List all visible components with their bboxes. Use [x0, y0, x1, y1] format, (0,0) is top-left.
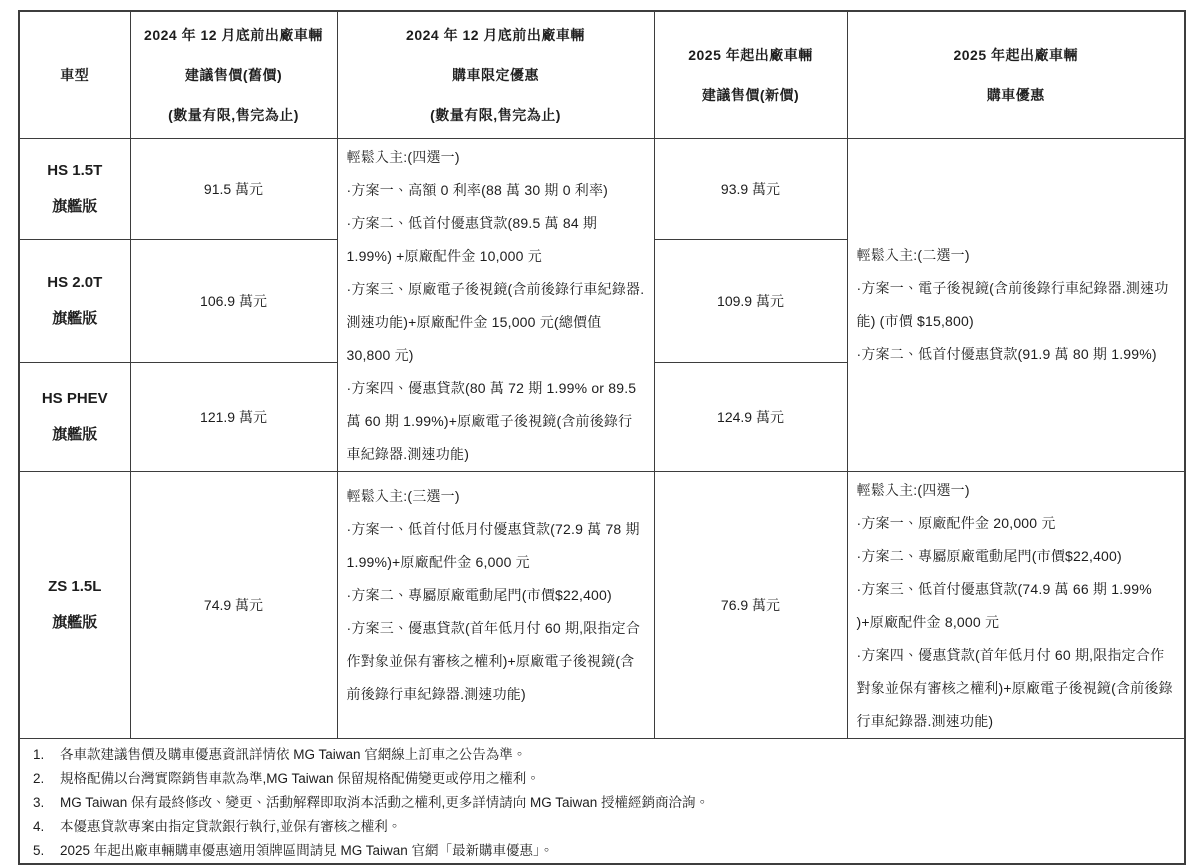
footnote-number: 5. — [33, 842, 45, 858]
header-old-offer-line3: (數量有限,售完為止) — [430, 106, 561, 123]
new-price-zs-15l: 76.9 萬元 — [654, 471, 847, 738]
new-price-hs-15t: 93.9 萬元 — [654, 138, 847, 239]
model-name: HS PHEV — [41, 389, 108, 407]
model-name: HS 1.5T — [47, 161, 103, 179]
header-new-offer — [847, 11, 1185, 138]
offer-title: 輕鬆入主:(三選一) — [346, 487, 460, 504]
footnote-4 — [30, 815, 1174, 839]
offer-plan-4: ·方案四、優惠貸款(80 萬 72 期 1.99% or 89.5 萬 60 期 1.99%)+原廠電子後視鏡(含前後錄行車紀錄器.測速功能) — [346, 379, 637, 462]
old-price-hs-15t: 91.5 萬元 — [130, 138, 337, 239]
header-old-price-line3: (數量有限,售完為止) — [168, 106, 299, 123]
model-trim: 旗艦版 — [52, 309, 98, 327]
offer-title: 輕鬆入主:(四選一) — [346, 148, 460, 165]
old-offer-hs-cell — [337, 138, 654, 471]
offer-plan-3: ·方案三、優惠貸款(首年低月付 60 期,限指定合作對象並保有審核之權利)+原廠電子後視鏡(含前後錄行車紀錄器.測速功能) — [346, 619, 641, 702]
offer-plan-3: ·方案三、原廠電子後視鏡(含前後錄行車紀錄器.測速功能)+原廠配件金 15,000 元(總價值 30,800 元) — [346, 280, 645, 363]
model-trim: 旗艦版 — [52, 613, 98, 631]
model-cell-hs-phev — [19, 362, 130, 471]
new-offer-zs-cell — [847, 471, 1185, 738]
header-old-offer — [337, 11, 654, 138]
offer-plan-1: ·方案一、高額 0 利率(88 萬 30 期 0 利率) — [346, 181, 609, 198]
model-trim: 旗艦版 — [52, 425, 98, 443]
footnote-number: 2. — [33, 770, 45, 786]
offer-plan-1: ·方案一、電子後視鏡(含前後錄行車紀錄器.測速功能) (市價 $15,800) — [856, 279, 1169, 329]
header-new-price — [654, 11, 847, 138]
header-old-price — [130, 11, 337, 138]
footnote-text: 各車款建議售價及購車優惠資訊詳情依 MG Taiwan 官網線上訂車之公告為準。 — [60, 746, 527, 762]
old-price-hs-20t: 106.9 萬元 — [130, 239, 337, 362]
model-cell-zs-15l — [19, 471, 130, 738]
footnote-2 — [30, 767, 1174, 791]
model-name: ZS 1.5L — [48, 577, 102, 595]
model-cell-hs-20t — [19, 239, 130, 362]
footnote-text: 本優惠貸款專案由指定貸款銀行執行,並保有審核之權利。 — [60, 818, 402, 834]
header-model-label: 車型 — [60, 66, 90, 83]
footnote-text: MG Taiwan 保有最終修改、變更、活動解釋即取消本活動之權利,更多詳情請向 MG Taiwan 授權經銷商洽詢。 — [60, 794, 710, 810]
footnote-3 — [30, 791, 1174, 815]
header-old-price-line1: 2024 年 12 月底前出廠車輛 — [144, 26, 323, 43]
old-price-hs-phev: 121.9 萬元 — [130, 362, 337, 471]
offer-title: 輕鬆入主:(二選一) — [856, 246, 970, 263]
header-model — [19, 11, 130, 138]
footnote-number: 3. — [33, 794, 45, 810]
old-price-zs-15l: 74.9 萬元 — [130, 471, 337, 738]
new-price-hs-20t: 109.9 萬元 — [654, 239, 847, 362]
offer-plan-3: ·方案三、低首付優惠貸款(74.9 萬 66 期 1.99% )+原廠配件金 8,000 元 — [856, 580, 1152, 630]
offer-plan-4: ·方案四、優惠貸款(首年低月付 60 期,限指定合作對象並保有審核之權利)+原廠電子後視鏡(含前後錄行車紀錄器.測速功能) — [856, 646, 1173, 729]
old-offer-zs-cell — [337, 471, 654, 738]
header-old-price-line2: 建議售價(舊價) — [184, 66, 283, 83]
vehicle-pricing-table — [18, 10, 1186, 865]
offer-plan-1: ·方案一、原廠配件金 20,000 元 — [856, 514, 1056, 531]
header-new-offer-line1: 2025 年起出廠車輛 — [953, 46, 1079, 63]
footnote-5 — [30, 839, 1174, 863]
offer-plan-2: ·方案二、低首付優惠貸款(91.9 萬 80 期 1.99%) — [856, 345, 1157, 362]
model-trim: 旗艦版 — [52, 197, 98, 215]
footnote-text: 規格配備以台灣實際銷售車款為準,MG Taiwan 保留規格配備變更或停用之權利。 — [60, 770, 540, 786]
footnote-text: 2025 年起出廠車輛購車優惠適用領牌區間請見 MG Taiwan 官網「最新購車優惠」。 — [60, 842, 554, 858]
offer-plan-1: ·方案一、低首付低月付優惠貸款(72.9 萬 78 期 1.99%)+原廠配件金 6,000 元 — [346, 520, 640, 570]
footnote-number: 4. — [33, 818, 45, 834]
table-row-zs-15l — [19, 471, 1185, 738]
offer-plan-2: ·方案二、專屬原廠電動尾門(市價$22,400) — [346, 586, 612, 603]
table-row-hs-15t — [19, 138, 1185, 239]
new-price-hs-phev: 124.9 萬元 — [654, 362, 847, 471]
footnotes-row — [19, 738, 1185, 864]
header-old-offer-line1: 2024 年 12 月底前出廠車輛 — [406, 26, 585, 43]
model-cell-hs-15t — [19, 138, 130, 239]
header-new-price-line2: 建議售價(新價) — [701, 86, 800, 103]
header-new-offer-line2: 購車優惠 — [986, 86, 1045, 103]
offer-title: 輕鬆入主:(四選一) — [856, 481, 970, 498]
model-name: HS 2.0T — [47, 273, 103, 291]
offer-plan-2: ·方案二、專屬原廠電動尾門(市價$22,400) — [856, 547, 1122, 564]
new-offer-hs-cell — [847, 138, 1185, 471]
footnote-number: 1. — [33, 746, 45, 762]
header-new-price-line1: 2025 年起出廠車輛 — [688, 46, 813, 63]
footnote-1 — [30, 743, 1174, 767]
header-old-offer-line2: 購車限定優惠 — [452, 66, 539, 83]
footnotes-cell — [19, 738, 1185, 864]
offer-plan-2: ·方案二、低首付優惠貸款(89.5 萬 84 期 1.99%) +原廠配件金 10,000 元 — [346, 214, 598, 264]
header-row — [19, 11, 1185, 138]
